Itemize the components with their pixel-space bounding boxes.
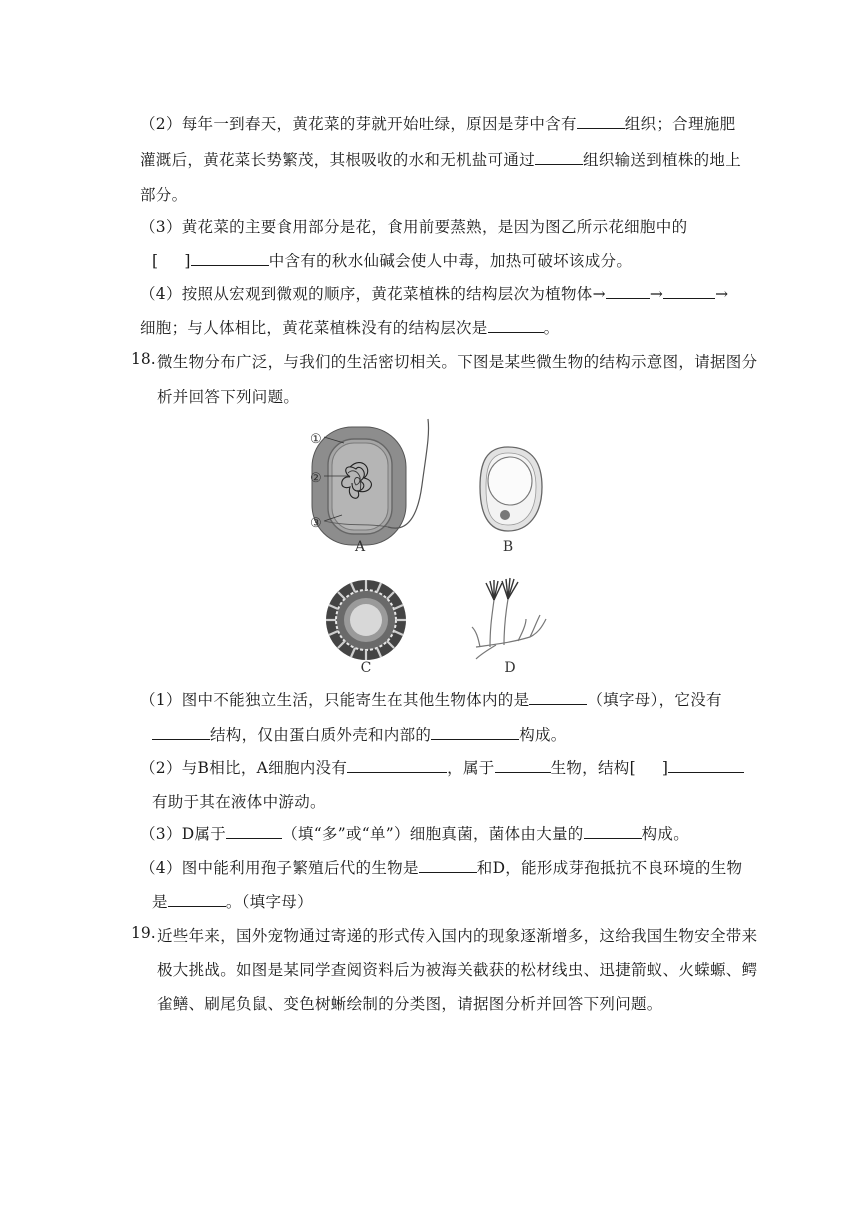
q17-part2-line3: 部分。	[140, 186, 188, 204]
answer-blank[interactable]	[529, 690, 587, 705]
marker-2: ②	[310, 471, 322, 486]
label-a: A	[354, 539, 366, 555]
q19-line3: 雀鳝、刷尾负鼠、变色树蜥绘制的分类图，请据图分析并回答下列问题。	[157, 995, 663, 1013]
answer-blank[interactable]	[668, 758, 744, 773]
answer-blank[interactable]	[663, 284, 715, 299]
marker-3: ③	[310, 516, 322, 531]
marker-1: ①	[310, 432, 322, 447]
q19-line2: 极大挑战。如图是某同学查阅资料后为被海关截获的松材线虫、迅捷箭蚁、火蝾螈、鳄	[157, 961, 758, 979]
q17-part2-line1: （2）每年一到春天，黄花菜的芽就开始吐绿，原因是芽中含有 组织；合理施肥	[140, 115, 736, 133]
answer-blank[interactable]	[584, 824, 642, 839]
answer-blank[interactable]	[168, 892, 226, 907]
q18-intro-line1: 微生物分布广泛，与我们的生活密切相关。下图是某些微生物的结构示意图，请据图分	[157, 353, 758, 371]
bacterium-a-drawing	[312, 419, 429, 545]
label-c: C	[360, 660, 372, 676]
q18-part2-line2: 有助于其在液体中游动。	[152, 793, 326, 811]
question-number: 18.	[131, 350, 156, 368]
q18-part1-line2: 结构，仅由蛋白质外壳和内部的 构成。	[152, 723, 567, 745]
q17-part3-line1: （3）黄花菜的主要食用部分是花，食用前要蒸熟，是因为图乙所示花细胞中的	[140, 218, 688, 236]
q18-part4-line2: 是 。（填字母）	[152, 893, 313, 911]
answer-blank[interactable]	[431, 725, 519, 740]
virus-c-drawing	[326, 580, 406, 660]
q17-part2-line2: 灌溉后，黄花菜长势繁茂，其根吸收的水和无机盐可通过 组织输送到植株的地上	[140, 151, 742, 169]
q18-intro-line2: 析并回答下列问题。	[157, 388, 300, 406]
label-b: B	[502, 539, 514, 555]
yeast-b-drawing	[480, 447, 542, 531]
q18-part1-line1: （1）图中不能独立生活，只能寄生在其他生物体内的是 （填字母），它没有	[140, 691, 722, 709]
mold-d-drawing	[472, 578, 546, 659]
q17-part4-line1: （4）按照从宏观到微观的顺序，黄花菜植株的结构层次为植物体→ → →	[140, 285, 729, 303]
q19-line1: 近些年来，国外宠物通过寄递的形式传入国内的现象逐渐增多，这给我国生物安全带来	[157, 927, 758, 945]
q17-part3-line2: [ ] 中含有的秋水仙碱会使人中毒，加热可破坏该成分。	[152, 252, 633, 270]
answer-blank[interactable]	[347, 758, 447, 773]
label-d: D	[504, 660, 516, 676]
answer-blank[interactable]	[495, 758, 551, 773]
answer-blank[interactable]	[419, 858, 477, 873]
answer-blank[interactable]	[577, 114, 625, 129]
answer-blank[interactable]	[226, 824, 282, 839]
answer-blank[interactable]	[152, 725, 210, 740]
question-number: 19.	[131, 924, 156, 942]
q18-part2-line1: （2）与B相比，A细胞内没有 ，属于 生物，结构[ ]	[140, 756, 744, 778]
answer-blank[interactable]	[606, 284, 650, 299]
answer-blank[interactable]	[535, 150, 583, 165]
q18-part3-line1: （3）D属于 （填“多”或“单”）细胞真菌，菌体由大量的 构成。	[140, 825, 689, 843]
microorganism-figure	[290, 415, 570, 680]
answer-blank[interactable]	[191, 251, 269, 266]
answer-blank[interactable]	[488, 318, 544, 333]
q18-part4-line1: （4）图中能利用孢子繁殖后代的生物是 和D，能形成芽孢抵抗不良环境的生物	[140, 859, 743, 877]
q17-part4-line2: 细胞；与人体相比，黄花菜植株没有的结构层次是 。	[140, 319, 560, 337]
